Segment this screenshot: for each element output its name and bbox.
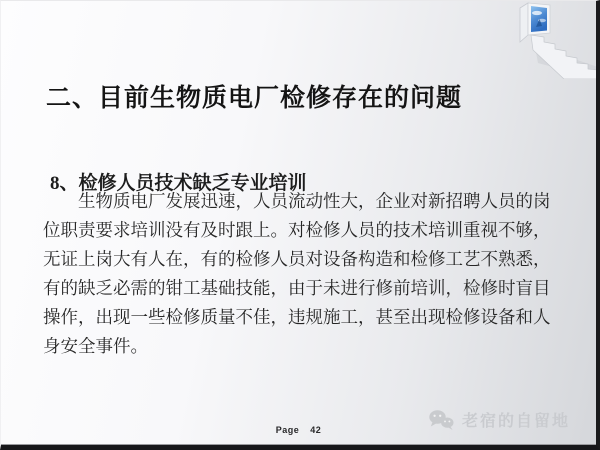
page-label: Page	[275, 425, 300, 435]
slide-title: 二、目前生物质电厂检修存在的问题	[46, 84, 463, 112]
page-number: 42	[310, 425, 322, 435]
wechat-icon	[428, 409, 455, 431]
staircase-steps-shape	[531, 35, 598, 79]
paragraph-line: 无证上岗大有人在，有的检修人员对设备构造和检修工艺不熟悉，	[43, 249, 551, 269]
slide-subtitle: 8、检修人员技术缺乏专业培训	[50, 172, 307, 194]
paragraph-line: 操作，出现一些检修质量不佳，违规施工，甚至出现检修设备和人	[43, 307, 551, 327]
doorway-sky-shape	[531, 6, 547, 32]
paragraph-line: 身安全事件。	[43, 336, 148, 356]
bottom-rule	[1, 444, 596, 445]
body-paragraph	[43, 187, 563, 361]
watermark	[428, 408, 570, 431]
open-door-panel-shape	[520, 3, 528, 42]
cloud-shape	[532, 11, 542, 15]
watermark-text: 老宿的自留地	[461, 413, 570, 430]
staircase-door-graphic	[504, 1, 598, 79]
paragraph-line: 有的缺乏必需的钳工基础技能，由于未进行修前培训，检修时盲目	[43, 278, 551, 298]
paragraph-line: 位职责要求培训没有及时跟上。对检修人员的技术培训重视不够，	[43, 220, 551, 240]
paragraph-line: 生物质电厂发展迅速，人员流动性大，企业对新招聘人员的岗	[78, 191, 551, 211]
